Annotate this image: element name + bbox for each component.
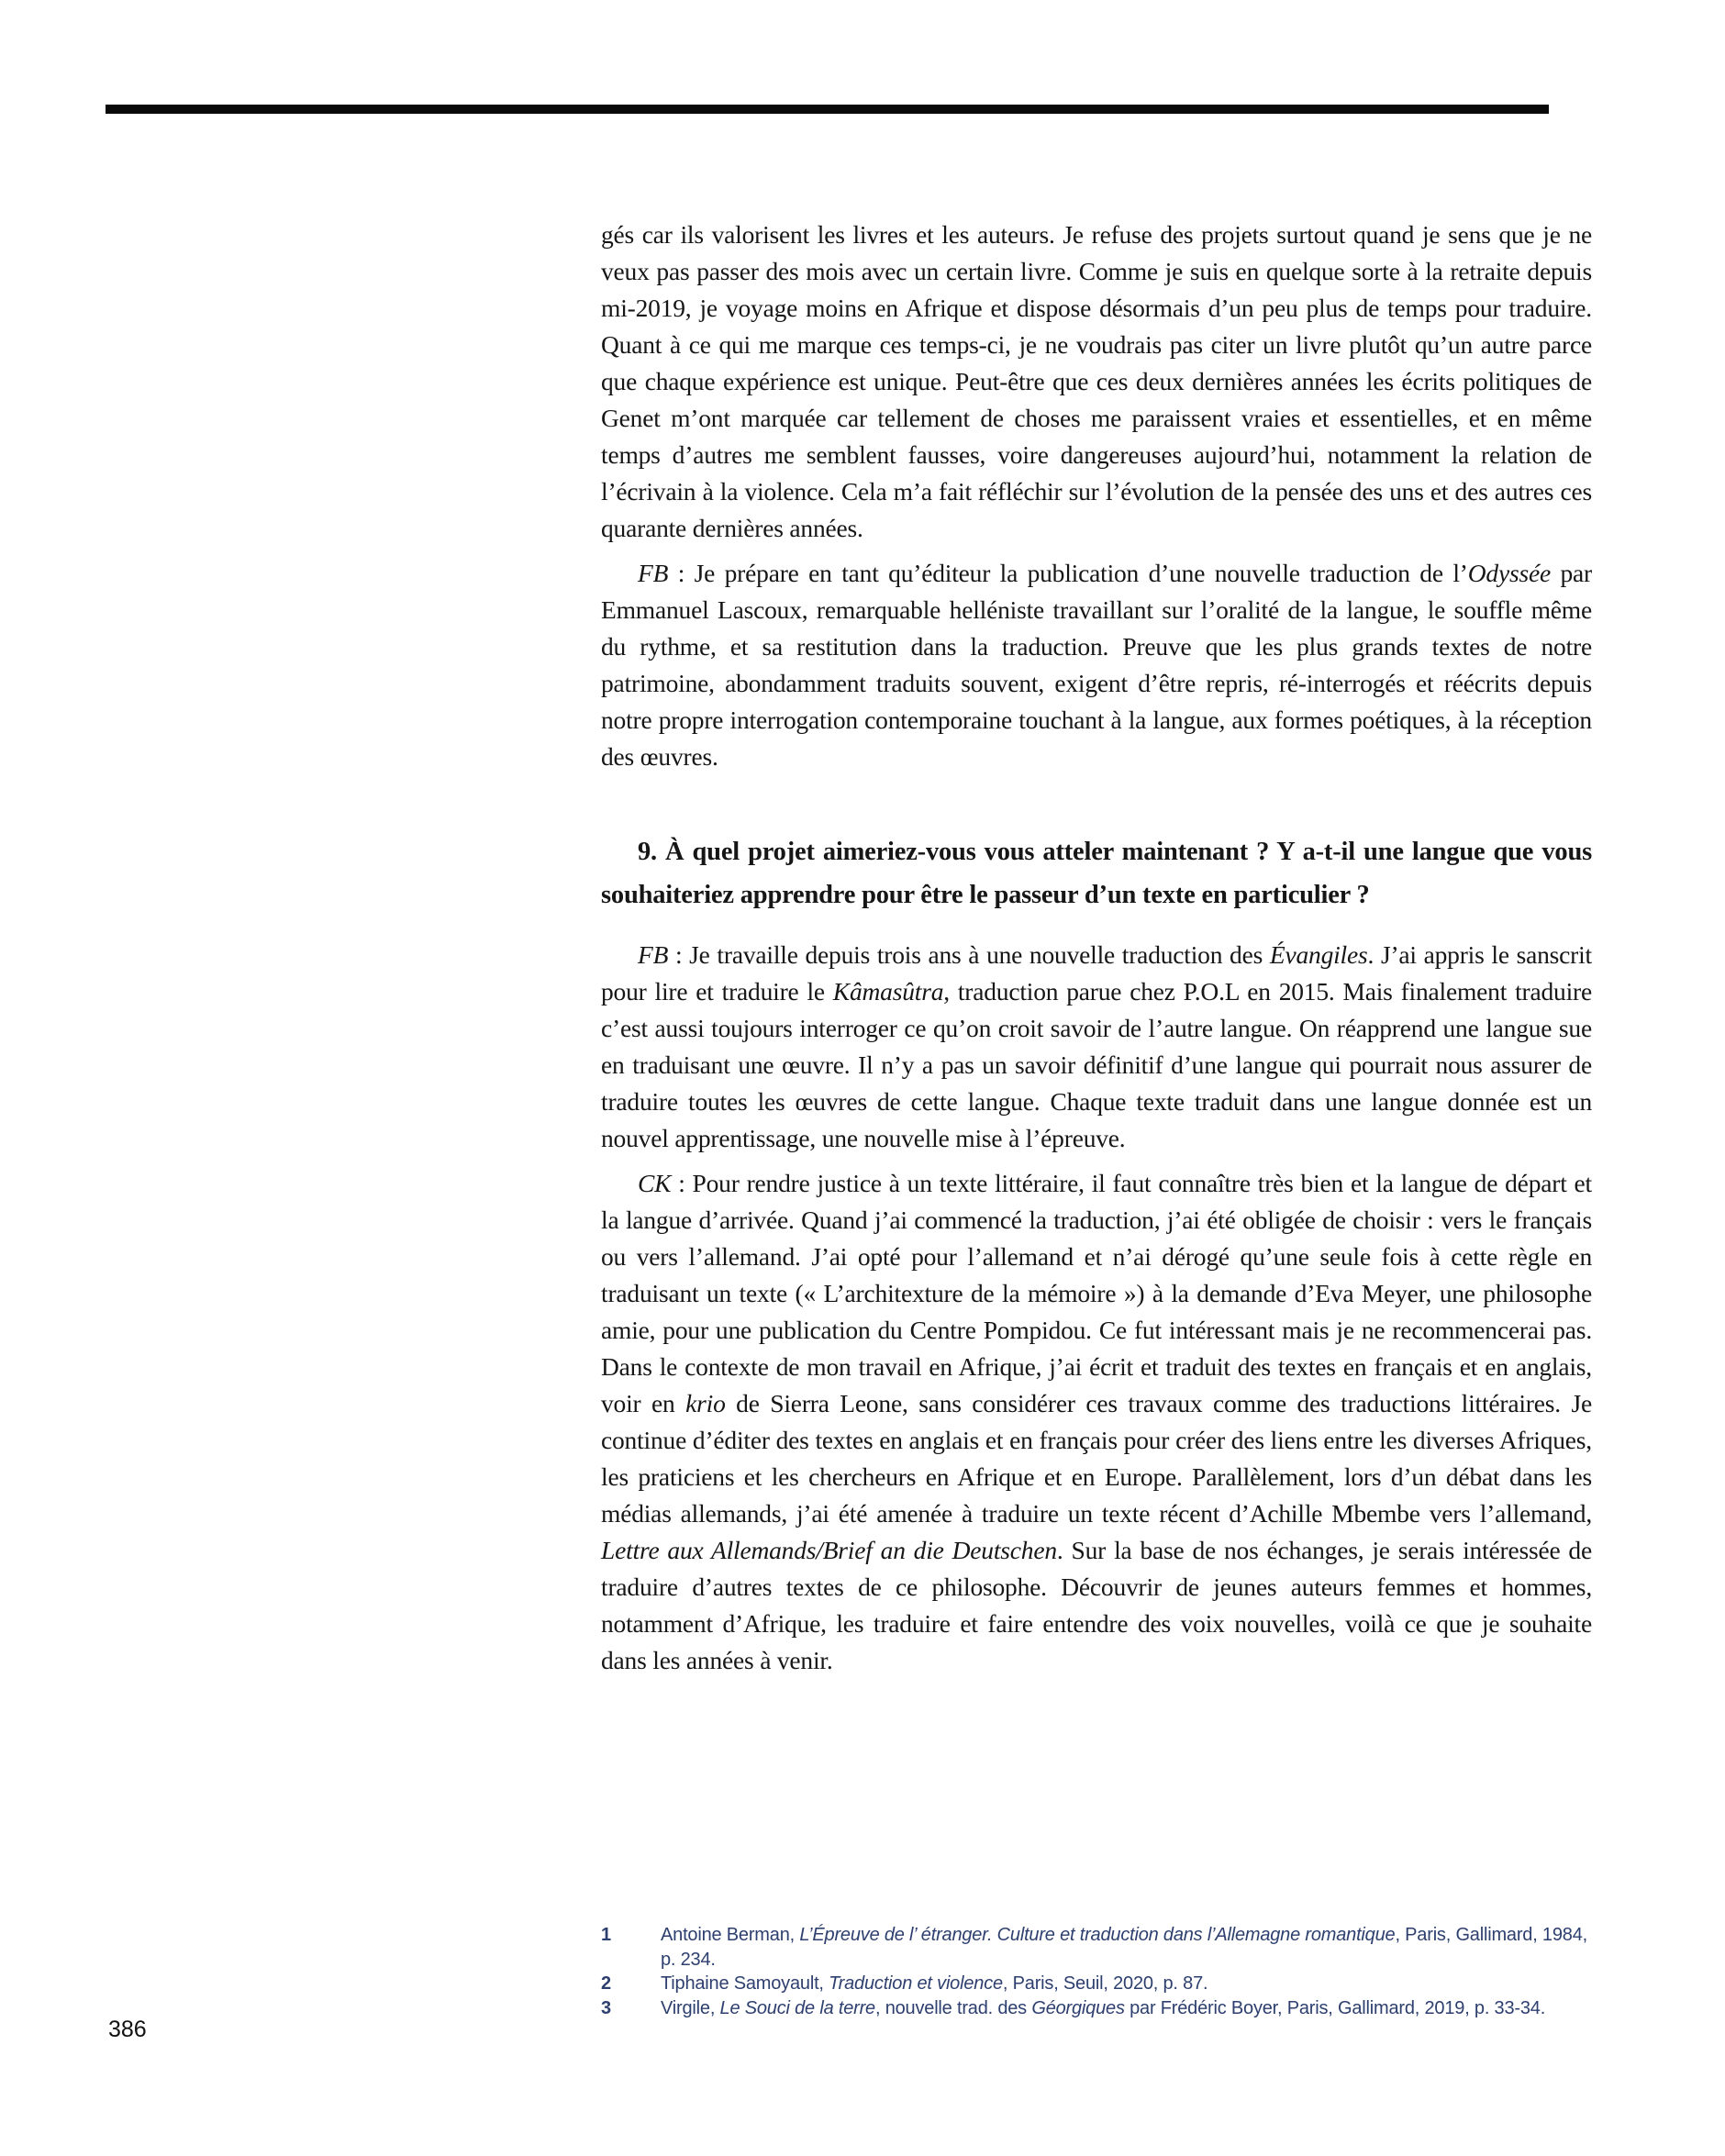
- text-segment: Virgile,: [661, 1997, 720, 2018]
- article-body: [601, 217, 1592, 1687]
- text-segment: FB: [638, 940, 669, 969]
- footnote-text: [661, 1923, 1592, 1972]
- text-segment: Tiphaine Samoyault,: [661, 1973, 829, 1994]
- paragraph: [601, 217, 1592, 547]
- text-segment: Géorgiques: [1031, 1997, 1125, 2018]
- footnote: [601, 1972, 1592, 1996]
- text-segment: gés car ils valorisent les livres et les auteurs. Je refuse des projets surtout quand je sens que je ne veux pas passer des mois avec un certain livre. Comme je suis en quelque sorte à la retraite depuis mi-2019, je voyage moins en Afrique et dispose désormais d’un peu plus de temps pour traduire. Quant à ce qui me marque ces temps-ci, je ne voudrais pas citer un livre plutôt qu’un autre parce que chaque expérience est unique. Peut-être que ces deux dernières années les écrits politiques de Genet m’ont marquée car tellement de choses me paraissent vraies et essentielles, et en même temps d’autres me semblent fausses, voire dangereuses aujourd’hui, notamment la relation de l’écrivain à la violence. Cela m’a fait réfléchir sur l’évolution de la pensée des uns et des autres ces quarante dernières années.: [601, 220, 1592, 542]
- text-segment: FB: [638, 559, 669, 587]
- text-segment: : Je prépare en tant qu’éditeur la publication d’une nouvelle traduction de l’: [668, 559, 1468, 587]
- footnote: [601, 1996, 1592, 2021]
- paragraph: [601, 555, 1592, 775]
- footnote-number: 1: [601, 1925, 611, 1945]
- text-segment: Antoine Berman,: [661, 1925, 800, 1945]
- text-segment: , traduction parue chez P.O.L en 2015. Mais finalement traduire c’est aussi toujours interroger ce qu’on croit savoir de l’autre langue. On réapprend une langue sue en traduisant une œuvre. Il n’y a pas un savoir définitif d’une langue qui pourrait nous assurer de traduire toutes les œuvres de cette langue. Chaque texte traduit dans une langue donnée est un nouvel apprentissage, une nouvelle mise à l’épreuve.: [601, 977, 1592, 1152]
- text-segment: , nouvelle trad. des: [874, 1997, 1032, 2018]
- paragraph: [601, 937, 1592, 1157]
- text-segment: L’Épreuve de l’ étranger. Culture et traduction dans l’Allemagne romantique: [799, 1925, 1396, 1945]
- text-segment: : Pour rendre justice à un texte littéraire, il faut connaître très bien et la langue de départ et la langue d’arrivée. Quand j’ai commencé la traduction, j’ai été obligée de choisir : vers le français ou vers l’allemand. J’ai opté pour l’allemand et n’ai dérogé qu’une seule fois à cette règle en traduisant un texte (« L’architexture de la mémoire ») à la demande d’Eva Meyer, une philosophe amie, pour une publication du Centre Pompidou. Ce fut intéressant mais je ne recommencerai pas. Dans le contexte de mon travail en Afrique, j’ai écrit et traduit des textes en français et en anglais, voir en: [601, 1169, 1592, 1417]
- text-segment: Lettre aux Allemands/Brief an die Deutschen: [601, 1536, 1057, 1564]
- top-rule: [106, 105, 1549, 114]
- text-segment: par Emmanuel Lascoux, remarquable helléniste travaillant sur l’oralité de la langue, le souffle même du rythme, et sa restitution dans la traduction. Preuve que les plus grands textes de notre patrimoine, abondamment traduits souvent, exigent d’être repris, ré-interrogés et réécrits depuis notre propre interrogation contemporaine touchant à la langue, aux formes poétiques, à la réception des œuvres.: [601, 559, 1592, 771]
- footnote-text: [661, 1972, 1592, 1996]
- text-segment: de Sierra Leone, sans considérer ces travaux comme des traductions littéraires. Je continue d’éditer des textes en anglais et en français pour créer des liens entre les diverses Afriques, les praticiens et les chercheurs en Afrique et en Europe. Parallèlement, lors d’un débat dans les médias allemands, j’ai été amenée à traduire un texte récent d’Achille Mbembe vers l’allemand,: [601, 1389, 1592, 1528]
- text-segment: . J’ai appris le sanscrit pour lire et traduire le: [601, 940, 1592, 1006]
- text-segment: , Paris, Seuil, 2020, p. 87.: [1002, 1973, 1208, 1994]
- text-segment: Le Souci de la terre: [719, 1997, 875, 2018]
- text-segment: CK: [638, 1169, 672, 1197]
- text-segment: krio: [685, 1389, 726, 1417]
- footnote: [601, 1923, 1592, 1972]
- page-number: 386: [108, 2017, 147, 2042]
- text-segment: : Je travaille depuis trois ans à une nouvelle traduction des: [668, 940, 1270, 969]
- text-segment: . Sur la base de nos échanges, je serais intéressée de traduire d’autres textes de ce philosophe. Découvrir de jeunes auteurs femmes et hommes, notamment d’Afrique, les traduire et faire entendre des voix nouvelles, voilà ce que je souhaite dans les années à venir.: [601, 1536, 1592, 1674]
- footnote-number: 3: [601, 1997, 611, 2018]
- footnote-number: 2: [601, 1973, 611, 1994]
- text-segment: Traduction et violence: [829, 1973, 1003, 1994]
- text-segment: Kâmasûtra: [832, 977, 944, 1006]
- footnote-text: [661, 1996, 1592, 2021]
- text-segment: Odyssée: [1467, 559, 1551, 587]
- text-segment: par Frédéric Boyer, Paris, Gallimard, 2019, p. 33-34.: [1124, 1997, 1546, 2018]
- question-heading: [601, 830, 1592, 917]
- text-segment: 9. À quel projet aimeriez-vous vous atteler maintenant ? Y a-t-il une langue que vous souhaiteriez apprendre pour être le passeur d’un texte en particulier ?: [601, 838, 1592, 909]
- footnotes: [601, 1923, 1592, 2020]
- paragraph: [601, 1165, 1592, 1679]
- text-segment: , Paris, Gallimard, 1984, p. 234.: [661, 1925, 1587, 1970]
- text-segment: Évangiles: [1269, 940, 1368, 969]
